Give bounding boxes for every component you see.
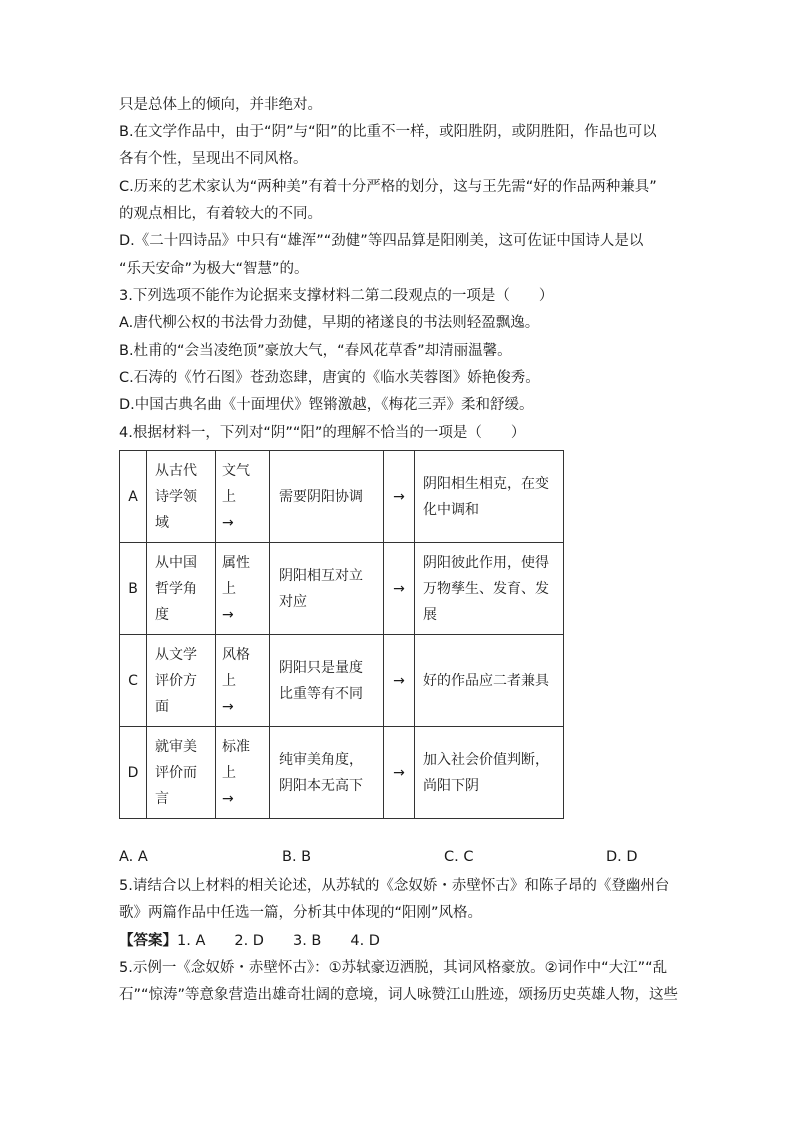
cell: 从中国 哲学角 度 <box>147 543 216 635</box>
cell: 加入社会价值判断， 尚阳下阴 <box>415 727 564 819</box>
cell: 从文学 评价方 面 <box>147 635 216 727</box>
cell: 阴阳彼此作用，使得 万物孳生、发育、发 展 <box>415 543 564 635</box>
choice-d: D. D <box>606 849 638 865</box>
table-row <box>120 451 564 543</box>
text-line: 各有个性，呈现出不同风格。 <box>119 151 308 167</box>
arrow-cell: → <box>384 543 415 635</box>
cell: 属性 上 → <box>216 543 270 635</box>
cell: 从古代 诗学领 域 <box>147 451 216 543</box>
choice-c: C. C <box>444 849 474 865</box>
cell: 纯审美角度， 阴阳本无高下 <box>270 727 384 819</box>
option-b: B.杜甫的“会当凌绝顶”豪放大气，“春风花草香”却清丽温馨。 <box>119 343 512 359</box>
answer-line <box>119 931 380 951</box>
text-line: 只是总体上的倾向，并非绝对。 <box>119 97 322 113</box>
answer-label: 【答案】 <box>119 933 177 949</box>
cell: 就审美 评价而 言 <box>147 727 216 819</box>
cell: 风格 上 → <box>216 635 270 727</box>
table-row <box>120 543 564 635</box>
cell: 好的作品应二者兼具 <box>415 635 564 727</box>
text-line: 石”“惊涛”等意象营造出雄奇壮阔的意境，词人咏赞江山胜迹，颂扬历史英雄人物，这些 <box>119 987 679 1003</box>
row-letter: C <box>120 635 147 727</box>
cell: 阴阳只是量度 比重等有不同 <box>270 635 384 727</box>
choice-a: A. A <box>119 849 148 865</box>
answer-values: 1. A 2. D 3. B 4. D <box>177 933 380 949</box>
arrow-cell: → <box>384 451 415 543</box>
table-row <box>120 635 564 727</box>
question-4: 4.根据材料一，下列对“阴”“阳”的理解不恰当的一项是（ ） <box>119 425 526 441</box>
question-5: 5.请结合以上材料的相关论述，从苏轼的《念奴娇・赤壁怀古》和陈子昂的《登幽州台 <box>119 878 670 894</box>
text-line: B.在文学作品中，由于“阴”与“阳”的比重不一样，或阳胜阴，或阴胜阳，作品也可以 <box>119 124 657 140</box>
arrow-cell: → <box>384 635 415 727</box>
option-d: D.中国古典名曲《十面埋伏》铿锵激越，《梅花三弄》柔和舒缓。 <box>119 397 534 413</box>
comparison-table <box>119 450 564 819</box>
option-c: C.石涛的《竹石图》苍劲恣肆，唐寅的《临水芙蓉图》娇艳俊秀。 <box>119 370 540 386</box>
row-letter: A <box>120 451 147 543</box>
arrow-cell: → <box>384 727 415 819</box>
option-a: A.唐代柳公权的书法骨力劲健，早期的褚遂良的书法则轻盈飘逸。 <box>119 315 540 331</box>
row-letter: B <box>120 543 147 635</box>
question-3: 3.下列选项不能作为论据来支撑材料二第二段观点的一项是（ ） <box>119 288 554 304</box>
table-row <box>120 727 564 819</box>
text-line: 歌》两篇作品中任选一篇，分析其中体现的“阳刚”风格。 <box>119 905 483 921</box>
cell: 文气 上 → <box>216 451 270 543</box>
text-line: “乐天安命”为极大“智慧”的。 <box>119 261 309 277</box>
text-line: C.历来的艺术家认为“两种美”有着十分严格的划分，这与王先需“好的作品两种兼具” <box>119 179 657 195</box>
choice-b: B. B <box>282 849 312 865</box>
cell: 标准 上 → <box>216 727 270 819</box>
cell: 阴阳相互对立 对应 <box>270 543 384 635</box>
row-letter: D <box>120 727 147 819</box>
text-line: D.《二十四诗品》中只有“雄浑”“劲健”等四品算是阳刚美，这可佐证中国诗人是以 <box>119 233 644 249</box>
text-line: 的观点相比，有着较大的不同。 <box>119 206 322 222</box>
cell: 阴阳相生相克，在变 化中调和 <box>415 451 564 543</box>
cell: 需要阴阳协调 <box>270 451 384 543</box>
text-line: 5.示例一《念奴娇・赤壁怀古》：①苏轼豪迈洒脱，其词风格豪放。②词作中“大江”“乱 <box>119 960 668 976</box>
